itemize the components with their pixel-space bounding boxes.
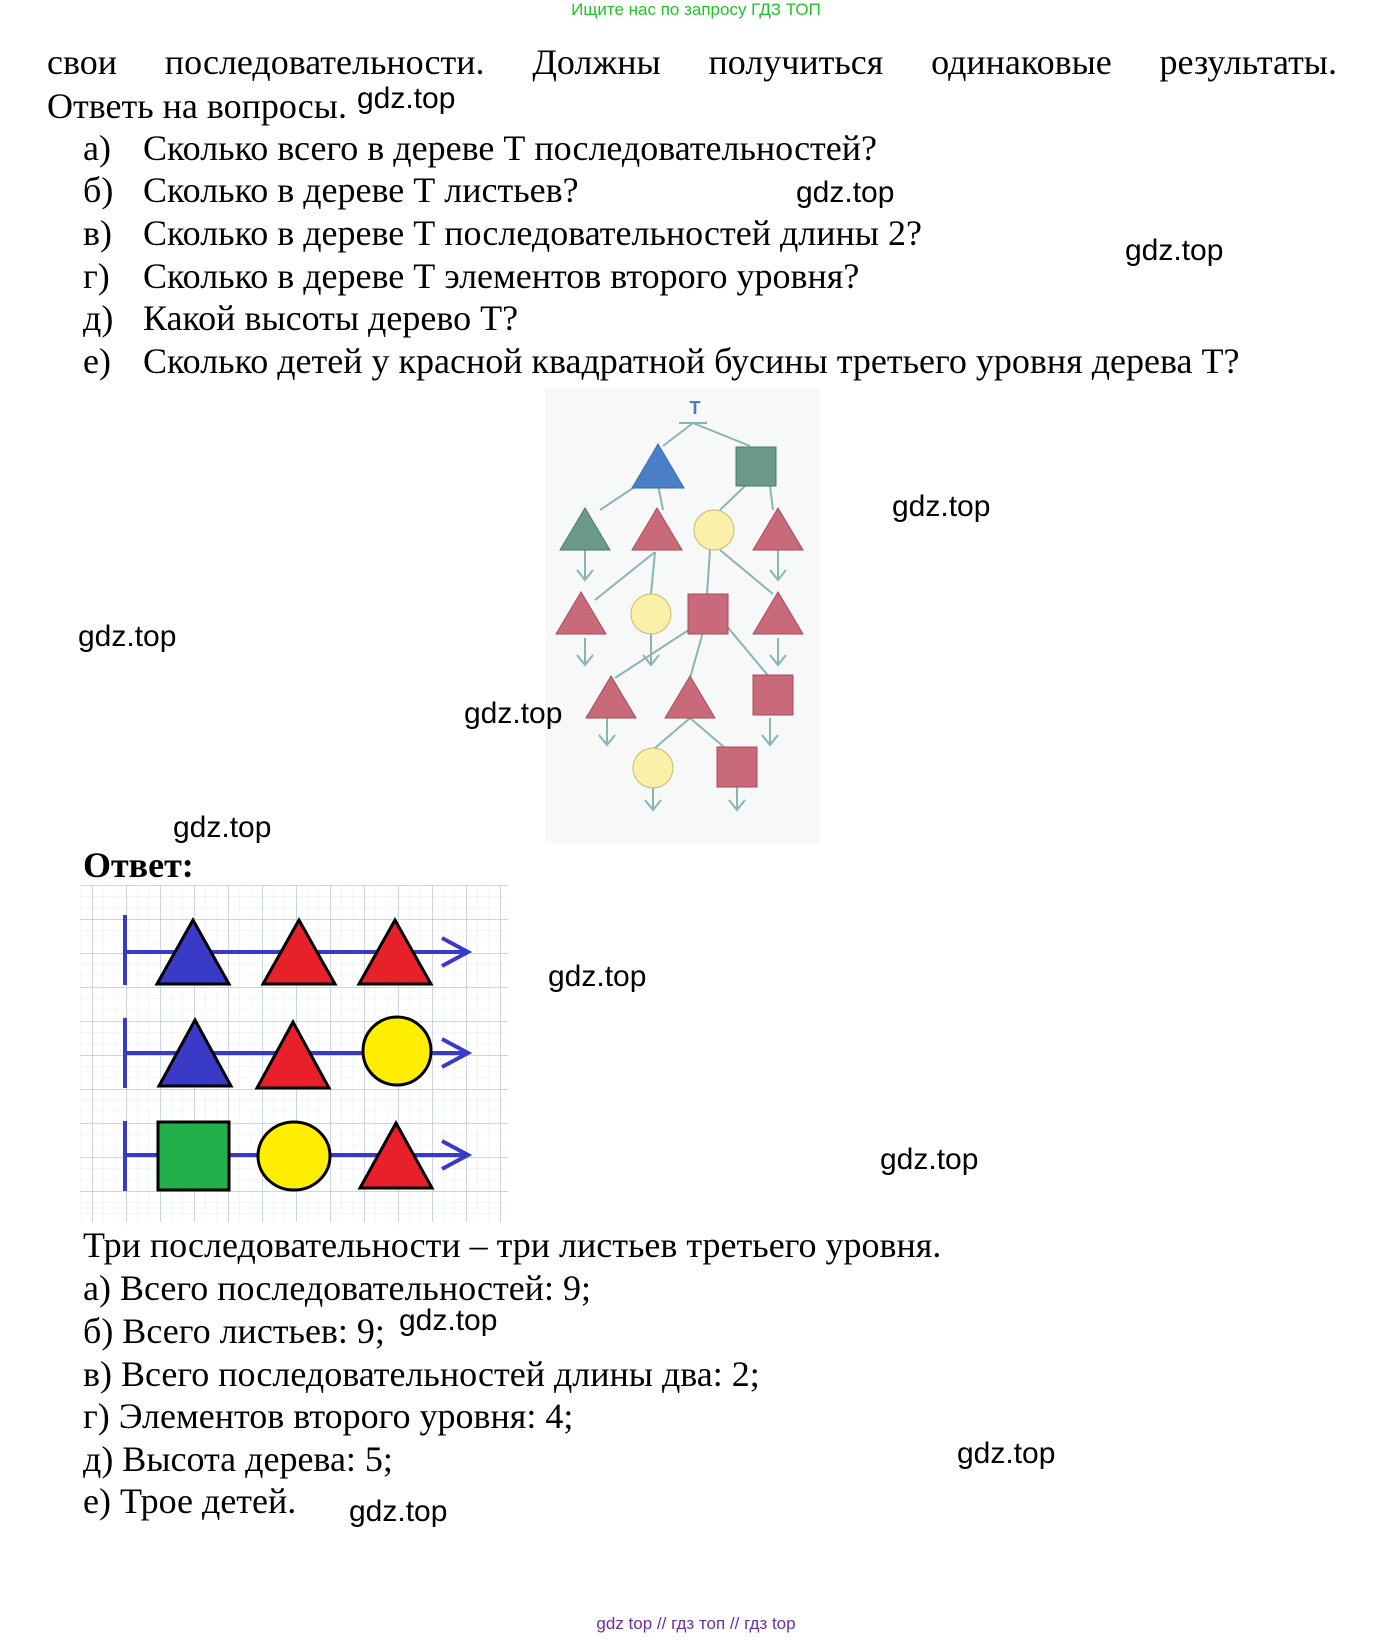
question-v bbox=[83, 211, 922, 255]
footer-links[interactable]: gdz top // гдз топ // гдз top bbox=[596, 1614, 796, 1633]
answer-item-e: е) Трое детей. bbox=[83, 1481, 297, 1521]
tree-bead-pink-square bbox=[753, 675, 793, 715]
question-label: в) bbox=[83, 213, 112, 253]
answer-summary: Три последовательности – три листьев третьего уровня. bbox=[83, 1225, 942, 1265]
answer-sequences-figure bbox=[80, 885, 508, 1222]
answer-item-a: а) Всего последовательностей: 9; bbox=[83, 1268, 591, 1308]
question-g bbox=[83, 254, 859, 298]
question-e bbox=[83, 339, 1239, 383]
tree-bead-yellow-circle bbox=[633, 748, 673, 788]
yellow-circle-bead bbox=[363, 1017, 431, 1085]
question-a bbox=[83, 126, 877, 170]
watermark: gdz.top bbox=[1125, 234, 1224, 267]
green-square-bead bbox=[158, 1122, 229, 1190]
intro-line-1: свои последовательности. Должны получиться одинаковые результаты. bbox=[47, 42, 1337, 82]
tree-bead-yellow-circle bbox=[694, 510, 734, 550]
watermark: gdz.top bbox=[796, 176, 895, 209]
tree-root-label: Т bbox=[689, 398, 701, 418]
tree-bead-yellow-circle bbox=[631, 594, 671, 634]
intro-line-2: Ответь на вопросы. bbox=[47, 86, 347, 126]
question-text: Сколько в дереве Т листьев? bbox=[143, 170, 579, 210]
answer-title: Ответ: bbox=[83, 845, 194, 885]
question-label: б) bbox=[83, 170, 114, 210]
watermark: gdz.top bbox=[357, 82, 456, 115]
watermark: gdz.top bbox=[957, 1437, 1056, 1470]
watermark: gdz.top bbox=[880, 1143, 979, 1176]
question-label: а) bbox=[83, 128, 111, 168]
question-d bbox=[83, 296, 518, 340]
watermark: gdz.top bbox=[78, 620, 177, 653]
watermark: gdz.top bbox=[464, 697, 563, 730]
question-b bbox=[83, 168, 579, 212]
tree-bead-teal-square bbox=[736, 447, 776, 486]
yellow-circle-bead bbox=[258, 1122, 330, 1190]
answer-item-v: в) Всего последовательностей длины два: 2; bbox=[83, 1354, 760, 1394]
question-label: е) bbox=[83, 341, 111, 381]
watermark: gdz.top bbox=[892, 490, 991, 523]
question-text: Сколько в дереве Т элементов второго уровня? bbox=[143, 256, 860, 296]
watermark: gdz.top bbox=[173, 811, 272, 844]
question-text: Какой высоты дерево Т? bbox=[143, 298, 519, 338]
watermark: gdz.top bbox=[399, 1304, 498, 1337]
question-text: Сколько всего в дереве Т последовательностей? bbox=[143, 128, 878, 168]
answer-item-d: д) Высота дерева: 5; bbox=[83, 1439, 393, 1479]
top-banner[interactable]: Ищите нас по запросу ГДЗ ТОП bbox=[571, 0, 821, 19]
tree-bead-pink-square bbox=[688, 594, 728, 634]
answer-item-g: г) Элементов второго уровня: 4; bbox=[83, 1396, 574, 1436]
question-text: Сколько детей у красной квадратной бусины третьего уровня дерева Т? bbox=[143, 341, 1240, 381]
tree-bead-pink-square bbox=[717, 747, 757, 787]
watermark: gdz.top bbox=[548, 960, 647, 993]
question-label: д) bbox=[83, 298, 114, 338]
question-label: г) bbox=[83, 256, 110, 296]
watermark: gdz.top bbox=[349, 1495, 448, 1528]
question-text: Сколько в дереве Т последовательностей длины 2? bbox=[143, 213, 922, 253]
answer-item-b: б) Всего листьев: 9; bbox=[83, 1311, 385, 1351]
tree-t-figure bbox=[545, 388, 820, 843]
